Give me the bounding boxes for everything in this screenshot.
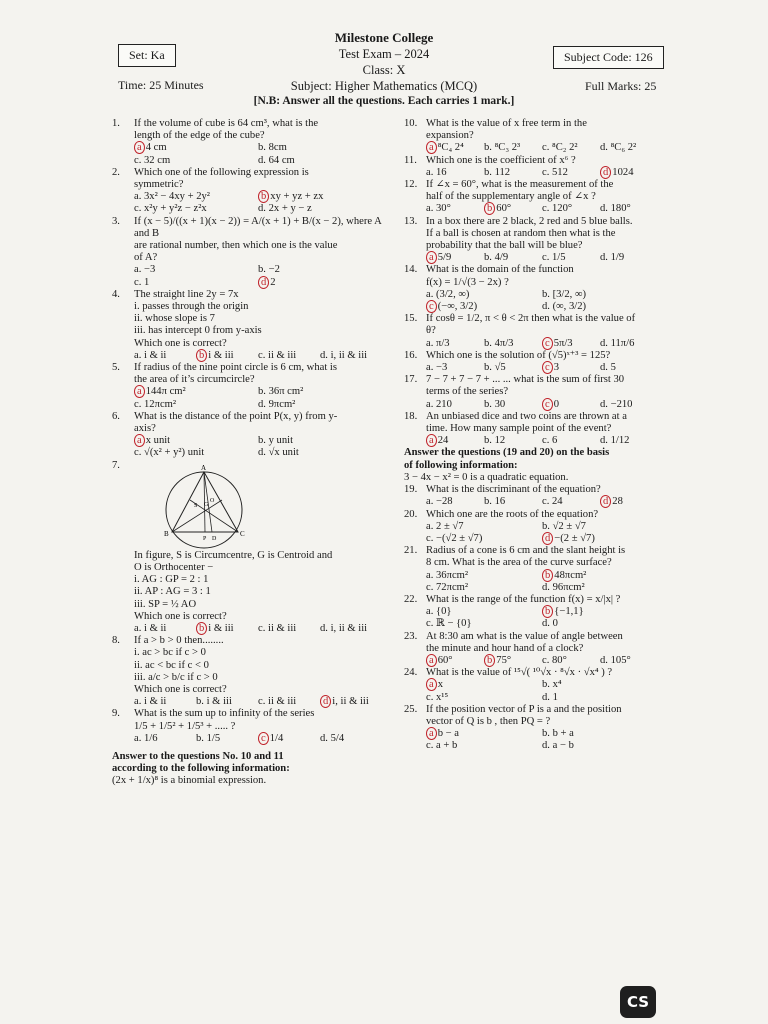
question-text: i. AG : GP = 2 : 1 [134,574,209,586]
option-b[interactable]: b. 4π/3 [484,337,514,349]
exam-title: Test Exam – 2024 [338,47,430,61]
option-c[interactable]: c. 72πcm² [426,581,469,593]
option-b[interactable]: b. ⁸C₃ 2³ [484,142,521,154]
answer-mark-icon: c [542,337,553,350]
info-heading: according to the following information: [112,763,290,775]
question-text: the area of it’s circumcircle? [134,374,255,386]
options [426,655,658,667]
question-22 [404,594,658,631]
question-20 [404,509,658,546]
question-text: If (x − 5)/((x + 1)(x − 2)) = A/(x + 1) + B/(x − 2), where A and B [134,215,382,239]
option-a[interactable]: a 144π cm² [134,386,258,398]
question-number: 8. [112,635,120,647]
question-text: If the position vector of P is a and the position [426,703,622,715]
option-a[interactable]: a. {0} [426,606,452,618]
options [426,167,658,179]
option-b[interactable]: b. x⁴ [542,679,562,691]
figure-label: B [164,529,169,538]
left-column [112,118,382,788]
options [426,728,658,752]
question-text: terms of the series? [426,386,509,398]
question-19 [404,484,658,508]
answer-mark-icon: c [426,300,437,313]
options [134,350,382,362]
question-text: The straight line 2y = 7x [134,288,239,300]
question-13 [404,216,658,265]
option-d[interactable]: d. −210 [600,398,633,410]
answer-mark-icon: b [484,202,495,215]
option-a[interactable]: a. 2 ± √7 [426,520,464,532]
question-text: length of the edge of the cube? [134,130,265,142]
option-b[interactable]: b. i & iii [196,696,232,708]
figure-label: P [203,535,207,542]
info-heading: Answer the questions (19 and 20) on the basis [404,447,610,459]
question-9 [112,708,382,745]
answer-mark-icon: a [426,678,437,691]
option-a[interactable]: a. −28 [426,496,453,508]
question-text: What is the sum up to infinity of the series [134,708,315,720]
option-c[interactable]: c. 1/5 [542,252,566,264]
option-c[interactable]: c. ii & iii [258,696,297,708]
question-number: 16. [404,349,418,361]
option-a[interactable]: a. 1/6 [134,732,158,744]
option-d[interactable]: d. 11π/6 [600,337,635,349]
option-a[interactable]: a x [426,679,542,691]
option-a[interactable]: a 5/9 [426,252,484,264]
figure-label: A [201,463,207,472]
options [134,264,382,288]
question-15 [404,313,658,350]
option-c[interactable]: c. 1 [134,276,150,288]
triangle-diagram-icon [152,460,262,550]
options [134,696,382,708]
question-text: If radius of the nine point circle is 6 cm, what is [134,362,337,374]
option-a[interactable]: a. 36πcm² [426,569,469,581]
question-text: θ? [426,325,436,337]
question-number: 19. [404,484,418,496]
option-c[interactable]: c. a + b [426,740,458,752]
option-d[interactable]: d. 5/4 [320,732,345,744]
question-text: Which one are the roots of the equation? [426,508,599,520]
info-heading: of following information: [404,459,518,471]
question-18 [404,411,658,448]
question-number: 17. [404,374,418,386]
answer-mark-icon: b [542,605,553,618]
question-number: 22. [404,593,418,605]
instruction-note: [N.B: Answer all the questions. Each carries 1 mark.] [253,95,515,107]
option-b[interactable]: b. y unit [258,435,294,447]
option-d[interactable]: d i, ii & iii [320,696,382,708]
question-text: iii. SP = ½ AO [134,598,197,610]
option-b[interactable]: b. b + a [542,728,574,740]
option-a[interactable]: a 60° [426,655,484,667]
info-heading: Answer to the questions No. 10 and 11 [112,750,284,762]
question-text: Which one is correct? [134,683,227,695]
triangle-figure [134,460,382,550]
options [426,142,658,154]
option-d[interactable]: d. 64 cm [258,154,295,166]
question-text: time. How many sample point of the event? [426,423,612,435]
question-number: 15. [404,313,418,325]
question-24 [404,667,658,704]
question-23 [404,631,658,668]
option-a[interactable]: a. 210 [426,398,452,410]
right-column [404,118,658,753]
answer-mark-icon: a [134,385,145,398]
answer-mark-icon: a [426,727,437,740]
question-text: What is the value of ¹⁵√( ¹⁰√x · ⁸√x · √x⁴ ) ? [426,667,613,679]
option-c[interactable]: c (−∞, 3/2) [426,301,542,313]
option-d[interactable]: d. 1/9 [600,252,625,264]
question-text: are rational number, then which one is the value [134,240,338,252]
options [426,435,658,447]
question-number: 14. [404,264,418,276]
option-c[interactable]: c. ℝ − {0} [426,618,472,630]
option-d[interactable]: d 28 [600,496,658,508]
question-text: ii. ac < bc if c < 0 [134,659,209,671]
question-text: probability that the ball will be blue? [426,240,583,252]
question-text: What is the value of x free term in the [426,118,587,129]
option-b[interactable]: b. 8cm [258,142,287,154]
option-c[interactable]: c. ii & iii [258,349,297,361]
options [426,203,658,215]
question-text: If a > b > 0 then........ [134,635,224,647]
option-b[interactable]: b. 1/5 [196,732,221,744]
question-text: If the volume of cube is 64 cm³, what is the [134,118,319,129]
figure-label: D [212,535,217,542]
question-number: 5. [112,362,120,374]
college-name: Milestone College [334,30,434,45]
question-text: What is the distance of the point P(x, y) from y- [134,410,338,422]
question-text: f(x) = 1/√(3 − 2x) ? [426,276,509,288]
answer-mark-icon: a [426,434,437,447]
options [426,679,658,703]
option-b[interactable]: b. 12 [484,435,506,447]
answer-mark-icon: d [542,532,553,545]
question-text: 8 cm. What is the area of the curve surface? [426,557,612,569]
option-b[interactable]: b. √2 ± √7 [542,520,586,532]
option-b[interactable]: b 75° [484,655,542,667]
info-expression: 3 − 4x − x² = 0 is a quadratic equation. [404,471,569,483]
question-text: axis? [134,423,156,435]
question-8 [112,635,382,708]
question-text: Which one is correct? [134,610,227,622]
option-d[interactable]: d. ⁸C₆ 2² [600,142,637,154]
question-text: vector of Q is b , then PQ = ? [426,715,551,727]
question-14 [404,264,658,313]
answer-mark-icon: c [542,361,553,374]
figure-label: S [194,502,198,509]
question-11 [404,155,658,179]
option-d[interactable]: d −(2 ± √7) [542,533,658,545]
option-a[interactable]: a b − a [426,728,542,740]
question-number: 6. [112,410,120,422]
figure-label: O [210,497,215,504]
option-a[interactable]: a. −3 [134,264,156,276]
set-box: Set: Ka [118,44,176,67]
option-b[interactable]: b. 16 [484,496,506,508]
options [134,435,382,459]
answer-mark-icon: c [542,398,553,411]
question-text: If a ball is chosen at random then what is the [426,227,616,239]
question-text: If cosθ = 1/2, π < θ < 2π then what is the value of [426,313,636,325]
option-b[interactable]: b. −2 [258,264,280,276]
question-text: half of the supplementary angle of ∠x ? [426,191,596,203]
question-12 [404,179,658,216]
camscanner-logo-icon: CS [620,986,656,1018]
option-d[interactable]: d 1024 [600,167,658,179]
question-number: 7. [112,459,120,471]
options [134,733,382,745]
option-a[interactable]: a ⁸C₄ 2⁴ [426,142,484,154]
option-d[interactable]: d. 5 [600,362,616,374]
option-b[interactable]: b 60° [484,203,542,215]
class-label: Class: X [362,63,406,77]
option-b[interactable]: b. [3/2, ∞) [542,288,587,300]
option-a[interactable]: a. i & ii [134,696,167,708]
answer-mark-icon: d [600,495,611,508]
option-c[interactable]: c. 32 cm [134,154,171,166]
question-text: 1/5 + 1/5² + 1/5³ + ..... ? [134,720,236,732]
question-number: 18. [404,410,418,422]
question-text: What is the discriminant of the equation? [426,484,601,496]
question-text: Which one of the following expression is [134,166,309,178]
question-number: 13. [404,215,418,227]
option-c[interactable]: c. 12πcm² [134,398,177,410]
question-text: If ∠x = 60°, what is the measurement of the [426,179,614,191]
question-number: 11. [404,154,417,166]
option-b[interactable]: b xy + yz + zx [258,191,382,203]
info-block-10-11 [112,751,382,788]
question-16 [404,350,658,374]
option-c[interactable]: c 3 [542,362,600,374]
info-block-19-20 [404,447,658,484]
question-number: 23. [404,630,418,642]
option-c[interactable]: c. ⁸C₂ 2² [542,142,578,154]
question-text: What is the domain of the function [426,264,574,276]
option-c[interactable]: c. x¹⁵ [426,691,449,703]
option-b[interactable]: b i & iii [196,350,258,362]
answer-mark-icon: a [426,141,437,154]
question-text: At 8:30 am what is the value of angle between [426,630,623,642]
question-7 [112,460,382,635]
question-text: Which one is correct? [134,337,227,349]
option-c[interactable]: c. 120° [542,203,573,215]
question-5 [112,362,382,411]
question-number: 24. [404,667,418,679]
option-d[interactable]: d. a − b [542,740,574,752]
question-number: 4. [112,288,120,300]
option-d[interactable]: d 2 [258,277,382,289]
option-d[interactable]: d. 180° [600,203,631,215]
option-b[interactable]: b. 30 [484,398,506,410]
option-d[interactable]: d. 2x + y − z [258,203,312,215]
option-b[interactable]: b. √5 [484,362,506,374]
option-c[interactable]: c. x²y + y²z − z²x [134,203,207,215]
option-a[interactable]: a 24 [426,435,484,447]
question-text: the minute and hour hand of a clock? [426,642,584,654]
question-number: 12. [404,179,418,191]
options [134,142,382,166]
option-d[interactable]: d. 9πcm² [258,398,296,410]
option-c[interactable]: c. −(√2 ± √7) [426,532,483,544]
option-a[interactable]: a. i & ii [134,622,167,634]
option-d[interactable]: d. (∞, 3/2) [542,301,587,313]
option-c[interactable]: c 1/4 [258,733,320,745]
option-c[interactable]: c. 6 [542,435,558,447]
option-d[interactable]: d. i, ii & iii [320,349,368,361]
answer-mark-icon: d [600,166,611,179]
answer-mark-icon: a [134,141,145,154]
answer-mark-icon: b [542,569,553,582]
options [426,399,658,411]
question-text: i. ac > bc if c > 0 [134,647,206,659]
option-b[interactable]: b. 36π cm² [258,386,304,398]
question-text: What is the range of the function f(x) = x/|x| ? [426,593,621,605]
answer-mark-icon: d [258,276,269,289]
question-3 [112,216,382,289]
answer-mark-icon: d [320,695,331,708]
question-text: iii. a/c > b/c if c > 0 [134,671,218,683]
question-text: of A? [134,252,158,264]
option-c[interactable]: c 5π/3 [542,338,600,350]
options [426,496,658,508]
question-text: Radius of a cone is 6 cm and the slant height is [426,545,626,557]
options [426,252,658,264]
question-number: 1. [112,118,120,129]
option-a[interactable]: a. −3 [426,362,448,374]
option-a[interactable]: a. π/3 [426,337,450,349]
answer-mark-icon: a [134,434,145,447]
option-d[interactable]: d. 96πcm² [542,581,585,593]
option-d[interactable]: d. 105° [600,654,631,666]
question-number: 3. [112,215,120,227]
info-expression: (2x + 1/x)⁸ is a binomial expression. [112,775,267,787]
answer-mark-icon: b [196,349,207,362]
time-label: Time: 25 Minutes [118,78,204,92]
question-number: 25. [404,703,418,715]
options [134,386,382,410]
option-c[interactable]: c. √(x² + y²) unit [134,447,205,459]
question-text: symmetric? [134,179,184,191]
figure-label: C [240,529,245,538]
option-c[interactable]: c. ii & iii [258,622,297,634]
answer-mark-icon: b [484,654,495,667]
option-d[interactable]: d. 0 [542,618,558,630]
option-b[interactable]: b {−1,1} [542,606,658,618]
crossed-mark-icon: a [426,654,437,667]
question-text: iii. has intercept 0 from y-axis [134,325,262,337]
option-a[interactable]: a x unit [134,435,258,447]
question-17 [404,374,658,411]
question-text: An unbiased dice and two coins are thrown at a [426,410,627,422]
option-c[interactable]: c. 24 [542,496,563,508]
question-10 [404,118,658,155]
option-b[interactable]: b. 112 [484,166,511,178]
question-number: 9. [112,708,120,720]
options [426,521,658,545]
question-number: 21. [404,545,418,557]
option-a[interactable]: a. 16 [426,166,447,178]
option-b[interactable]: b 48πcm² [542,570,658,582]
question-text: ii. whose slope is 7 [134,313,215,325]
full-marks-label: Full Marks: 25 [585,79,657,93]
options [426,570,658,594]
question-text: Which one is the solution of (√5)ˣ⁺³ = 125? [426,349,611,361]
answer-mark-icon: a [426,251,437,264]
option-a[interactable]: a. 30° [426,203,451,215]
question-number: 2. [112,166,120,178]
figure-label: G [204,501,209,508]
question-text: expansion? [426,130,474,142]
question-text: O is Orthocenter − [134,561,214,573]
options [134,623,382,635]
options [426,289,658,313]
options [134,191,382,215]
question-6 [112,411,382,460]
question-text: In a box there are 2 black, 2 red and 5 blue balls. [426,215,633,227]
answer-mark-icon: b [196,622,207,635]
subject-code-box: Subject Code: 126 [553,46,664,69]
option-a[interactable]: a 4 cm [134,142,258,154]
question-text: i. passes through the origin [134,301,249,313]
options [426,362,658,374]
question-text: In figure, S is Circumcentre, G is Centroid and [134,549,333,561]
option-c[interactable]: c. 512 [542,166,568,178]
option-d[interactable]: d. 1/12 [600,435,630,447]
question-text: ii. AP : AG = 3 : 1 [134,586,211,598]
subject-label: Subject: Higher Mathematics (MCQ) [290,79,478,93]
option-d[interactable]: d. 1 [542,691,558,703]
question-1 [112,118,382,167]
question-text: Which one is the coefficient of x⁶ ? [426,154,576,166]
question-21 [404,545,658,594]
option-c[interactable]: c. 80° [542,654,567,666]
option-c[interactable]: c 0 [542,399,600,411]
option-b[interactable]: b i & iii [196,623,258,635]
question-number: 10. [404,118,418,129]
question-number: 20. [404,508,418,520]
answer-mark-icon: c [258,732,269,745]
option-d[interactable]: d. √x unit [258,447,299,459]
option-b[interactable]: b. 4/9 [484,252,509,264]
answer-mark-icon: b [258,190,269,203]
option-a[interactable]: a. (3/2, ∞) [426,288,470,300]
question-2 [112,167,382,216]
option-d[interactable]: d. i, ii & iii [320,622,368,634]
options [426,606,658,630]
question-text: 7 − 7 + 7 − 7 + ... ... what is the sum of first 30 [426,374,625,386]
question-4 [112,289,382,362]
options [426,338,658,350]
option-a[interactable]: a. i & ii [134,349,167,361]
option-a[interactable]: a. 3x² − 4xy + 2y² [134,191,210,203]
question-25 [404,704,658,753]
